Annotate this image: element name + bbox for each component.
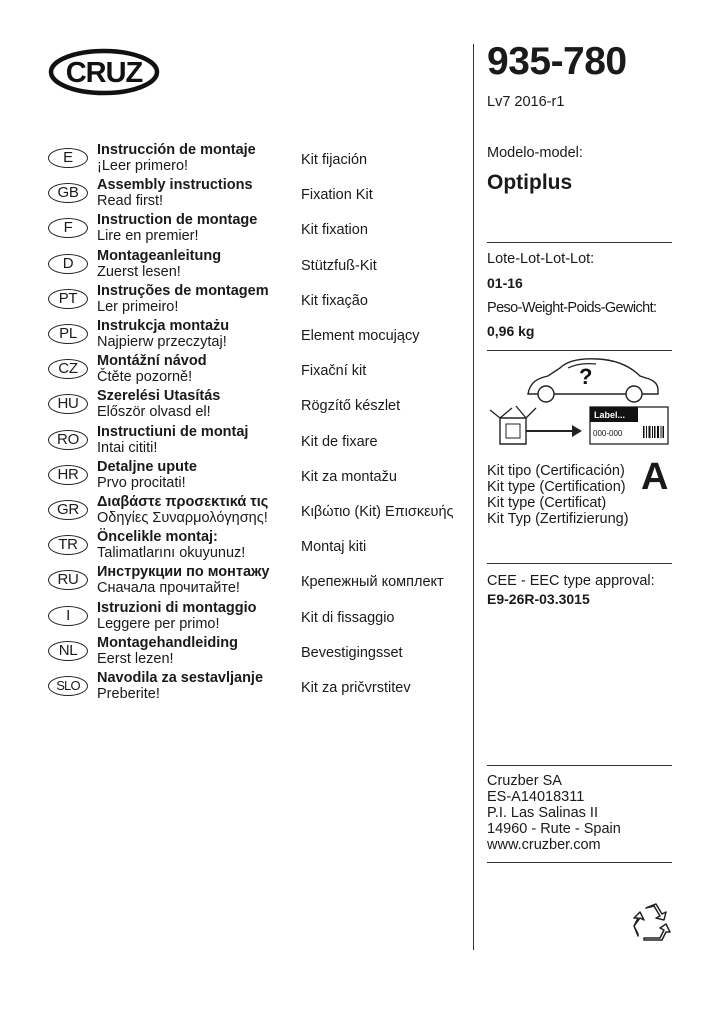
car-question-mark: ? bbox=[579, 364, 593, 389]
language-code-badge: SLO bbox=[48, 676, 88, 696]
instruction-subtitle: Read first! bbox=[97, 193, 164, 210]
car-icon bbox=[528, 359, 658, 402]
instruction-subtitle: Zuerst lesen! bbox=[97, 263, 181, 280]
instruction-title: Montageanleitung bbox=[97, 247, 222, 264]
company-line-1: Cruzber SA bbox=[487, 773, 562, 789]
language-code-badge: RU bbox=[48, 570, 88, 590]
instruction-title: Instrucción de montaje bbox=[97, 142, 256, 158]
company-line-3: P.I. Las Salinas II bbox=[487, 805, 598, 821]
kit-name: Element mocujący bbox=[301, 328, 420, 344]
instruction-subtitle: ¡Leer primero! bbox=[97, 158, 189, 174]
instruction-title: Assembly instructions bbox=[97, 177, 253, 194]
company-line-2: ES-A14018311 bbox=[487, 789, 585, 805]
lot-value: 01-16 bbox=[487, 275, 523, 291]
model-name: Optiplus bbox=[487, 171, 573, 194]
divider-5 bbox=[487, 862, 672, 863]
instruction-subtitle: Intai cititi! bbox=[97, 439, 158, 456]
language-code-badge: RO bbox=[48, 430, 88, 450]
language-code-badge: F bbox=[48, 218, 88, 238]
kit-name: Kit de fixare bbox=[301, 433, 378, 450]
instruction-title: Instrukcja montażu bbox=[97, 318, 230, 334]
label-location-graphic bbox=[486, 352, 672, 452]
language-code-badge: NL bbox=[48, 641, 88, 661]
instruction-title: Διαβάστε προσεκτικά τις bbox=[97, 494, 269, 510]
instruction-title: Navodila za sestavljanje bbox=[97, 670, 264, 686]
language-code-badge: PT bbox=[48, 289, 88, 309]
kit-name: Kit fijación bbox=[301, 152, 368, 168]
label-text: Label... bbox=[594, 410, 626, 420]
language-code-badge: GB bbox=[48, 183, 88, 203]
kit-name: Kit fixation bbox=[301, 222, 368, 239]
instruction-title: Instruction de montage bbox=[97, 212, 258, 229]
lot-label: Lote-Lot-Lot-Lot: bbox=[487, 251, 595, 267]
logo-text: CRUZ bbox=[65, 57, 143, 89]
language-code-badge: D bbox=[48, 254, 88, 274]
instruction-subtitle: Ler primeiro! bbox=[97, 298, 179, 315]
divider-1 bbox=[487, 242, 672, 243]
language-code-badge: E bbox=[48, 148, 88, 168]
company-line-4: 14960 - Rute - Spain bbox=[487, 821, 621, 837]
instruction-title: Инструкции по монтажу bbox=[97, 564, 270, 581]
language-code-badge: HR bbox=[48, 465, 88, 485]
instruction-subtitle: Leggere per primo! bbox=[97, 615, 220, 632]
divider-4 bbox=[487, 765, 672, 766]
product-code: 935-780 bbox=[487, 40, 627, 83]
kit-name: Fixační kit bbox=[301, 363, 367, 380]
instruction-subtitle: Сначала прочитайте! bbox=[97, 580, 240, 597]
instruction-title: Detaljne upute bbox=[97, 458, 197, 475]
kit-type-line-2: Kit type (Certification) bbox=[487, 479, 626, 495]
instruction-title: Instructiuni de montaj bbox=[97, 423, 249, 440]
kit-name: Κιβώτιο (Kit) Επισκευής bbox=[301, 504, 454, 520]
divider-2 bbox=[487, 350, 672, 351]
cruz-logo bbox=[48, 48, 160, 96]
kit-name: Fixation Kit bbox=[301, 187, 373, 204]
instruction-title: Öncelikle montaj: bbox=[97, 529, 218, 546]
instruction-subtitle: Talimatlarını okuyunuz! bbox=[97, 545, 246, 562]
instruction-subtitle: Először olvasd el! bbox=[97, 404, 211, 421]
language-code-badge: TR bbox=[48, 535, 88, 555]
language-code-badge: I bbox=[48, 606, 88, 626]
instruction-subtitle: Preberite! bbox=[97, 686, 160, 702]
divider-3 bbox=[487, 563, 672, 564]
language-code-badge: HU bbox=[48, 394, 88, 414]
kit-name: Kit di fissaggio bbox=[301, 609, 395, 626]
language-row-slo bbox=[48, 670, 468, 711]
kit-type-line-3: Kit type (Certificat) bbox=[487, 495, 607, 511]
company-line-5: www.cruzber.com bbox=[487, 837, 601, 853]
instruction-subtitle: Οδηγίες Συναρμολόγησης! bbox=[97, 510, 268, 526]
kit-type-line-1: Kit tipo (Certificación) bbox=[487, 463, 625, 479]
weight-label: Peso-Weight-Poids-Gewicht: bbox=[487, 300, 657, 316]
kit-type-letter: A bbox=[641, 456, 669, 498]
kit-type-line-4: Kit Typ (Zertifizierung) bbox=[487, 511, 629, 527]
box-arrow-icon bbox=[490, 406, 582, 444]
instruction-title: Montážní návod bbox=[97, 353, 207, 370]
label-code: 000-000 bbox=[593, 429, 623, 438]
model-label: Modelo-model: bbox=[487, 145, 583, 161]
approval-label: CEE - EEC type approval: bbox=[487, 573, 655, 589]
approval-value: E9-26R-03.3015 bbox=[487, 591, 590, 607]
weight-value: 0,96 kg bbox=[487, 323, 535, 339]
instruction-title: Montagehandleiding bbox=[97, 634, 238, 651]
vertical-divider bbox=[473, 44, 474, 950]
instruction-subtitle: Prvo procitati! bbox=[97, 474, 186, 491]
kit-name: Rögzítő készlet bbox=[301, 398, 401, 415]
kit-name: Крепежный комплект bbox=[301, 574, 444, 591]
instruction-title: Instruções de montagem bbox=[97, 282, 269, 299]
kit-name: Kit za montažu bbox=[301, 468, 397, 485]
recycle-icon bbox=[630, 900, 674, 944]
instruction-title: Szerelési Utasítás bbox=[97, 388, 221, 405]
instruction-subtitle: Najpierw przeczytaj! bbox=[97, 334, 227, 350]
instruction-subtitle: Eerst lezen! bbox=[97, 650, 174, 667]
kit-name: Bevestigingsset bbox=[301, 644, 403, 661]
instruction-subtitle: Lire en premier! bbox=[97, 228, 199, 245]
kit-name: Kit za pričvrstitev bbox=[301, 680, 411, 696]
language-code-badge: GR bbox=[48, 500, 88, 520]
version: Lv7 2016-r1 bbox=[487, 94, 565, 110]
language-code-badge: PL bbox=[48, 324, 88, 344]
instruction-title: Istruzioni di montaggio bbox=[97, 599, 257, 616]
kit-name: Stützfuß-Kit bbox=[301, 257, 377, 274]
kit-name: Kit fixação bbox=[301, 292, 368, 309]
instruction-subtitle: Čtěte pozorně! bbox=[97, 369, 193, 386]
kit-name: Montaj kiti bbox=[301, 539, 367, 556]
language-code-badge: CZ bbox=[48, 359, 88, 379]
